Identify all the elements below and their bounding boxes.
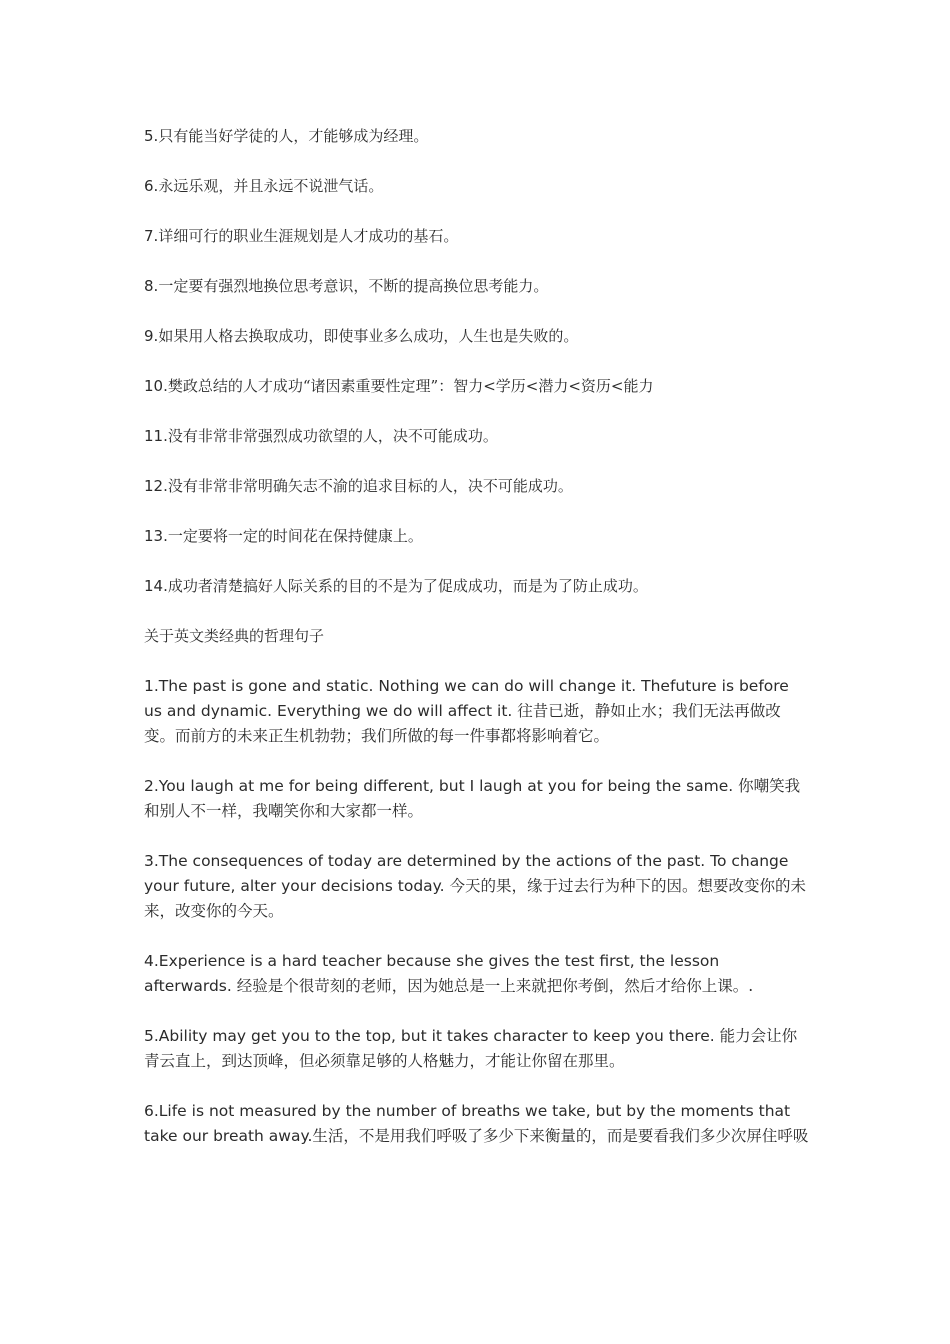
- list-item: 12.没有非常非常明确矢志不渝的追求目标的人，决不可能成功。: [144, 477, 573, 495]
- list-item: 9.如果用人格去换取成功，即使事业多么成功，人生也是失败的。: [144, 327, 579, 345]
- list-item: 11.没有非常非常强烈成功欲望的人，决不可能成功。: [144, 427, 498, 445]
- list-item: 14.成功者清楚搞好人际关系的目的不是为了促成成功，而是为了防止成功。: [144, 577, 648, 595]
- list-item: 10.樊政总结的人才成功“诸因素重要性定理”：智力<学历<潜力<资历<能力: [144, 377, 654, 395]
- quote-item: 1.The past is gone and static. Nothing we can do will change it. Thefuture is before us and dynamic. Everything we do will affect it. 往昔已逝，静如止水；我们无法再做改变。而前方的未来正生机勃勃；我们所做的每一件事都将影响着它。: [144, 677, 789, 745]
- list-item: 13.一定要将一定的时间花在保持健康上。: [144, 527, 423, 545]
- list-item: 6.永远乐观，并且永远不说泄气话。: [144, 177, 384, 195]
- list-item: 7.详细可行的职业生涯规划是人才成功的基石。: [144, 227, 459, 245]
- quote-item: 3.The consequences of today are determined by the actions of the past. To change your future, alter your decisions today. 今天的果，缘于过去行为种下的因。想要改变你的未来，改变你的今天。: [144, 852, 807, 920]
- section-heading: 关于英文类经典的哲理句子: [144, 627, 325, 645]
- list-item: 8.一定要有强烈地换位思考意识，不断的提高换位思考能力。: [144, 277, 549, 295]
- quote-item: 6.Life is not measured by the number of breaths we take, but by the moments that take our breath away.生活，不是用我们呼吸了多少下来衡量的，而是要看我们多少次屏住呼吸: [144, 1102, 809, 1145]
- quote-item: 2.You laugh at me for being different, but I laugh at you for being the same. 你嘲笑我和别人不一样，我嘲笑你和大家都一样。: [144, 777, 801, 820]
- quote-item: 5.Ability may get you to the top, but it takes character to keep you there. 能力会让你青云直上，到达顶峰，但必须靠足够的人格魅力，才能让你留在那里。: [144, 1027, 798, 1070]
- document-body: [144, 124, 809, 1174]
- quote-item: 4.Experience is a hard teacher because she gives the test first, the lesson afterwards. 经验是个很苛刻的老师，因为她总是一上来就把你考倒，然后才给你上课。.: [144, 952, 754, 995]
- list-item: 5.只有能当好学徒的人，才能够成为经理。: [144, 127, 429, 145]
